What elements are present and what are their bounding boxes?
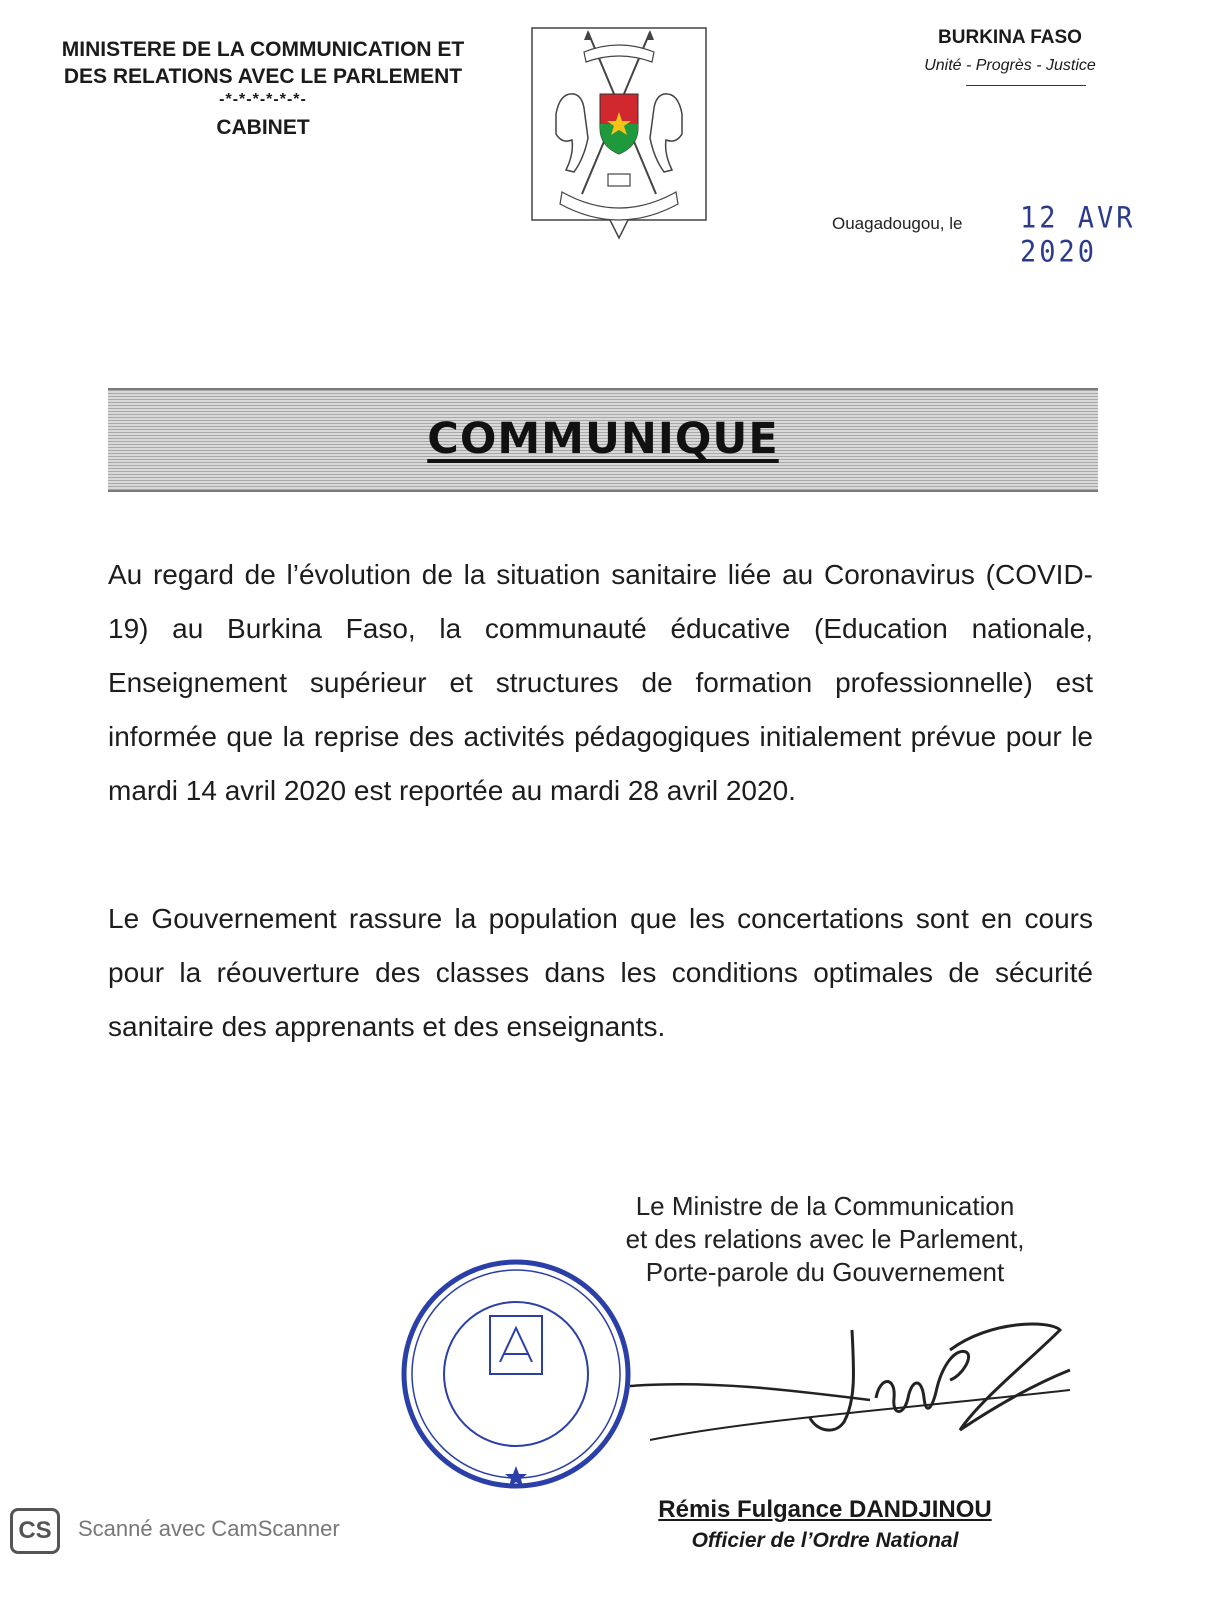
signature-icon <box>630 1290 1090 1490</box>
signatory-title <box>560 1190 1090 1289</box>
ministry-stars-divider: -*-*-*-*-*-*- <box>219 91 307 108</box>
date-stamp: 12 AVR 2020 <box>1020 200 1136 270</box>
signatory-title-line1: Le Ministre de la Communication <box>635 1191 1015 1221</box>
body-paragraph-1: Au regard de l’évolution de la situation sanitaire liée au Coronavirus (COVID-19) au Burkina Faso, la communauté éducative (Education nationale, Enseignement supérieur et structures de formation professionnelle) est informée que la reprise des activités pédagogiques initialement prévue pour le mardi 14 avril 2020 est reportée au mardi 28 avril 2020. <box>108 559 1093 806</box>
signer-rank: Officier de l’Ordre National <box>691 1529 959 1552</box>
place-label: Ouagadougou, le <box>832 214 963 233</box>
coat-of-arms-emblem <box>528 24 710 242</box>
signatory-title-line2: et des relations avec le Parlement, <box>625 1224 1025 1254</box>
camscanner-logo-icon: CS <box>10 1508 60 1554</box>
ministry-name-line2: DES RELATIONS AVEC LE PARLEMENT <box>63 65 463 88</box>
ministry-header <box>18 36 508 141</box>
official-stamp <box>396 1254 636 1494</box>
handwritten-signature <box>630 1290 1090 1490</box>
document-title: COMMUNIQUE <box>427 414 779 464</box>
national-motto: Unité - Progrès - Justice <box>924 57 1096 74</box>
coat-of-arms-icon <box>528 24 710 242</box>
body-paragraph-2: Le Gouvernement rassure la population que les concertations sont en cours pour la réouverture des classes dans les conditions optimales de sécurité sanitaire des apprenants et des enseignants. <box>108 903 1093 1042</box>
ministry-name-line1: MINISTERE DE LA COMMUNICATION ET <box>61 38 465 61</box>
country-name: BURKINA FASO <box>938 27 1082 48</box>
cabinet-label: CABINET <box>216 116 310 139</box>
signer-block <box>560 1494 1090 1556</box>
country-header <box>900 26 1120 86</box>
motto-underline <box>966 85 1086 86</box>
signer-name: Rémis Fulgance DANDJINOU <box>658 1496 992 1523</box>
scanner-watermark: Scanné avec CamScanner <box>78 1516 340 1541</box>
ministry-seal-icon <box>396 1254 636 1494</box>
signatory-title-line3: Porte-parole du Gouvernement <box>645 1257 1005 1287</box>
